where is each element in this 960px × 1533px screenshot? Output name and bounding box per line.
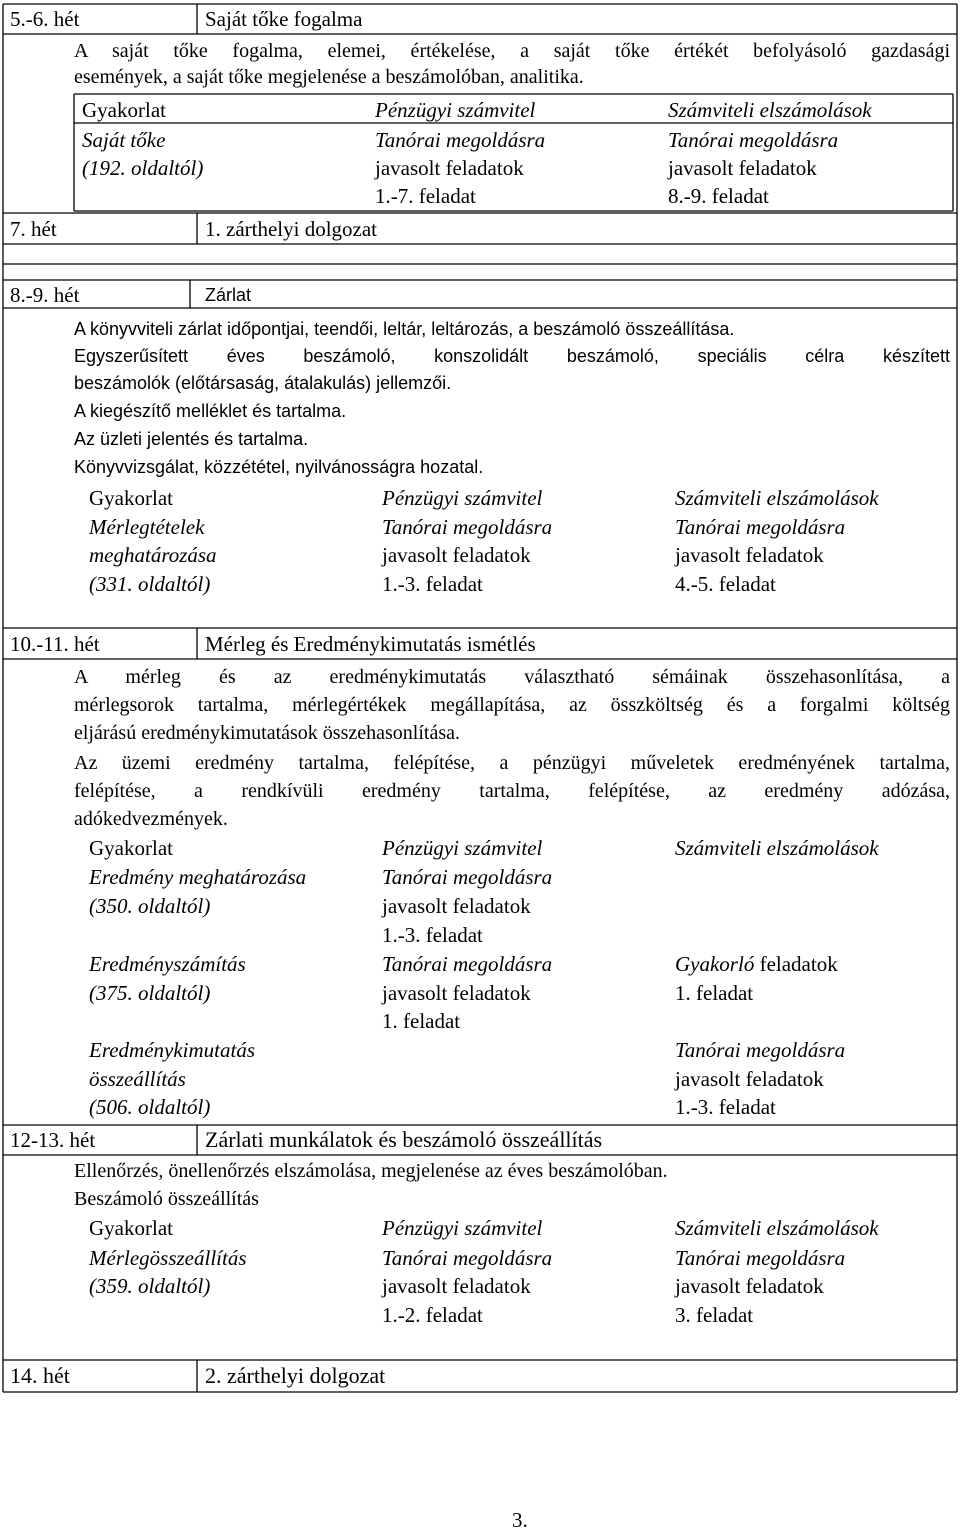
page-reference: (350. oldaltól) [89, 894, 211, 918]
week-label: 7. hét [10, 217, 57, 241]
task-label: Tanórai megoldásra [382, 515, 553, 539]
section-title: Saját tőke fogalma [205, 7, 363, 31]
topic-cell: Eredmény meghatározása [89, 865, 307, 889]
task-number: 1.-3. feladat [675, 1095, 776, 1119]
task-label: javasolt feladatok [675, 1067, 824, 1091]
task-label: Tanórai megoldásra [382, 1246, 553, 1270]
task-label: javasolt feladatok [382, 981, 531, 1005]
week-label: 14. hét [10, 1363, 70, 1388]
task-label: javasolt feladatok [675, 1274, 824, 1298]
section-title: 2. zárthelyi dolgozat [205, 1363, 386, 1388]
section-description: Az üzemi eredmény tartalma, felépítése, a pénzügyi műveletek eredményének tartalma, [74, 752, 950, 774]
task-label-regular: feladatok [759, 952, 838, 976]
week-label: 12-13. hét [10, 1128, 96, 1152]
week-label: 5.-6. hét [10, 7, 80, 31]
task-label: Tanórai megoldásra [382, 952, 553, 976]
section-description: beszámolók (előtársaság, átalakulás) jellemzői. [74, 373, 452, 393]
task-number: 1. feladat [382, 1009, 461, 1033]
section-description: Könyvvizsgálat, közzététel, nyilvánosságra hozatal. [74, 457, 484, 477]
topic-cell: összeállítás [89, 1067, 186, 1091]
task-label: javasolt feladatok [382, 543, 531, 567]
task-number: 1.-3. feladat [382, 572, 483, 596]
section-description: A saját tőke fogalma, elemei, értékelése, a saját tőke értékét befolyásoló gazdasági [74, 40, 950, 62]
task-label: Tanórai megoldásra [675, 515, 846, 539]
task-number: 1. feladat [675, 981, 754, 1005]
column-header-financial: Pénzügyi számvitel [382, 486, 543, 510]
task-number: 1.-7. feladat [375, 184, 476, 208]
section-description: adókedvezmények. [74, 808, 228, 830]
week-label: 8.-9. hét [10, 283, 80, 307]
column-header-practice: Gyakorlat [89, 1216, 173, 1240]
column-header-practice: Gyakorlat [82, 98, 166, 122]
section-description: Ellenőrzés, önellenőrzés elszámolása, megjelenése az éves beszámolóban. [74, 1160, 668, 1182]
section-description: események, a saját tőke megjelenése a beszámolóban, analitika. [74, 66, 584, 88]
task-number: 1.-2. feladat [382, 1303, 483, 1327]
task-number: 4.-5. feladat [675, 572, 776, 596]
topic-cell: Mérlegtételek [89, 515, 205, 539]
task-number: 3. feladat [675, 1303, 754, 1327]
section-description: Az üzleti jelentés és tartalma. [74, 429, 309, 449]
task-label: Tanórai megoldásra [375, 128, 546, 152]
task-label: javasolt feladatok [375, 156, 524, 180]
task-label: Tanórai megoldásra [382, 865, 553, 889]
task-label: Tanórai megoldásra [668, 128, 839, 152]
column-header-practice: Gyakorlat [89, 486, 173, 510]
page-number: 3. [512, 1508, 528, 1532]
page-reference: (192. oldaltól) [82, 156, 204, 180]
task-label: javasolt feladatok [382, 1274, 531, 1298]
column-header-financial: Pénzügyi számvitel [382, 836, 543, 860]
task-label [675, 951, 838, 977]
section-description: Egyszerűsített éves beszámoló, konszolidált beszámoló, speciális célra készített [74, 346, 950, 366]
topic-cell: Eredményszámítás [89, 952, 246, 976]
topic-cell: Saját tőke [82, 128, 166, 152]
task-label: Tanórai megoldásra [675, 1038, 846, 1062]
task-label: javasolt feladatok [382, 894, 531, 918]
section-description: eljárású eredménykimutatások összehasonlítása. [74, 722, 460, 744]
section-title: Zárlati munkálatok és beszámoló összeállítás [205, 1127, 603, 1152]
column-header-financial: Pénzügyi számvitel [375, 98, 536, 122]
section-description: A könyvviteli zárlat időpontjai, teendői, leltár, leltározás, a beszámoló összeállítása. [74, 319, 735, 339]
column-header-accounting: Számviteli elszámolások [675, 486, 879, 510]
section-title: 1. zárthelyi dolgozat [205, 217, 378, 241]
column-header-accounting: Számviteli elszámolások [668, 98, 872, 122]
task-label: javasolt feladatok [668, 156, 817, 180]
task-label: javasolt feladatok [675, 543, 824, 567]
task-number: 1.-3. feladat [382, 923, 483, 947]
topic-cell: Eredménykimutatás [89, 1038, 256, 1062]
section-description: mérlegsorok tartalma, mérlegértékek megállapítása, az összköltség és a forgalmi költség [74, 694, 950, 716]
topic-cell: Mérlegösszeállítás [89, 1246, 247, 1270]
column-header-financial: Pénzügyi számvitel [382, 1216, 543, 1240]
page-reference: (506. oldaltól) [89, 1095, 211, 1119]
topic-cell: meghatározása [89, 543, 217, 567]
section-description: Beszámoló összeállítás [74, 1188, 259, 1210]
column-header-accounting: Számviteli elszámolások [675, 836, 879, 860]
section-description: A kiegészítő melléklet és tartalma. [74, 401, 347, 421]
section-description: A mérleg és az eredménykimutatás választható sémáinak összehasonlítása, a [74, 666, 950, 688]
page-reference: (359. oldaltól) [89, 1274, 211, 1298]
section-description: felépítése, a rendkívüli eredmény tartalma, felépítése, az eredmény adózása, [74, 780, 950, 802]
column-header-accounting: Számviteli elszámolások [675, 1216, 879, 1240]
page-reference: (331. oldaltól) [89, 572, 211, 596]
task-number: 8.-9. feladat [668, 184, 769, 208]
section-title: Zárlat [205, 285, 252, 305]
week-label: 10.-11. hét [10, 632, 100, 656]
section-title: Mérleg és Eredménykimutatás ismétlés [205, 632, 536, 656]
task-label: Tanórai megoldásra [675, 1246, 846, 1270]
page-reference: (375. oldaltól) [89, 981, 211, 1005]
column-header-practice: Gyakorlat [89, 836, 173, 860]
task-label-italic: Gyakorló [675, 952, 755, 976]
